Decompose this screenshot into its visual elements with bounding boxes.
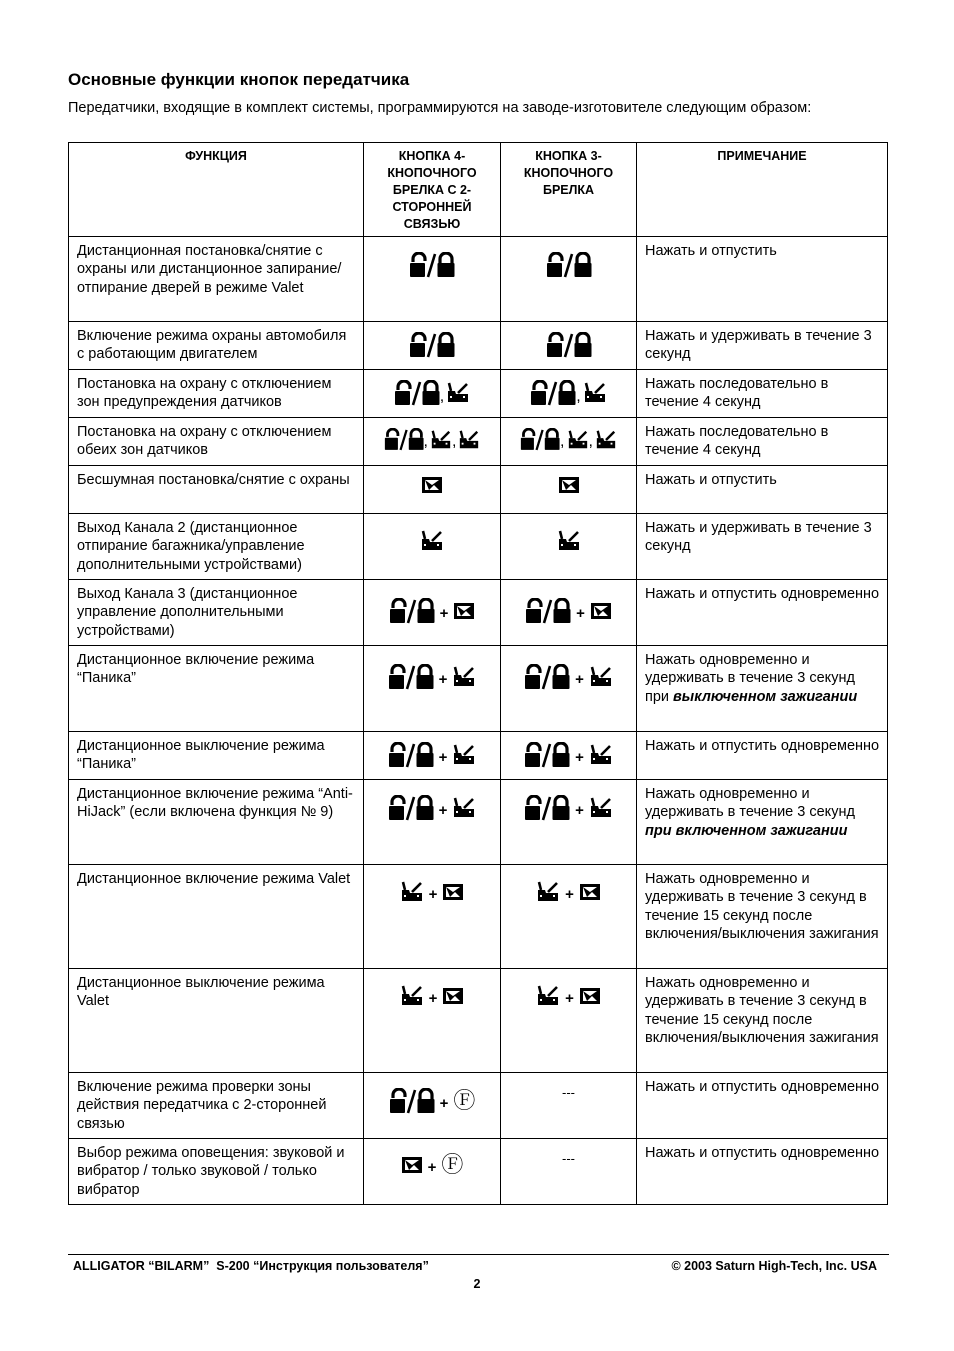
row-function: Выход Канала 2 (дистанционное отпирание багажника/управление дополнительными устройствами) [69,514,364,580]
lock-unlock-icon [524,742,570,768]
trunk-icon [452,743,476,767]
row-note: Нажать последовательно в течение 4 секунд [637,370,888,418]
lock-unlock-icon [524,795,570,821]
note-text: Нажать одновременно и удерживать в течение 3 секунд при [645,652,855,705]
row-btn4 [364,466,501,514]
header-btn3: КНОПКА 3-КНОПОЧНОГО БРЕЛКА [501,143,637,237]
table-row [69,865,888,969]
row-function: Бесшумная постановка/снятие с охраны [69,466,364,514]
comma-separator: , [439,388,445,405]
footer-rule [68,1254,889,1255]
row-btn3 [501,580,637,646]
row-function: Выбор режима оповещения: звуковой и вибратор / только звуковой / только вибратор [69,1139,364,1205]
row-btn4 [364,322,501,370]
button-functions-table [68,142,888,1205]
header-btn4: КНОПКА 4-КНОПОЧНОГО БРЕЛКА С 2-СТОРОННЕЙ СВЯЗЬЮ [364,143,501,237]
row-btn4 [364,580,501,646]
footer-left: ALLIGATOR “BILARM” S-200 “Инструкция пользователя” [73,1259,429,1273]
comma-separator: , [588,433,593,450]
table-row [69,646,888,732]
row-function: Включение режима проверки зоны действия передатчика с 2-сторонней связью [69,1073,364,1139]
row-function: Постановка на охрану с отключением обеих зон датчиков [69,418,364,466]
silent-button-icon [590,602,612,620]
table-row [69,969,888,1073]
table-row [69,1073,888,1139]
row-note: Нажать и отпустить одновременно [637,732,888,780]
trunk-icon [583,381,607,405]
plus-sign: + [439,1094,449,1112]
lock-unlock-icon [525,598,571,624]
plus-sign: + [438,748,448,766]
trunk-icon [536,984,560,1008]
row-btn4 [364,865,501,969]
silent-button-icon [453,602,475,620]
plus-sign: + [439,604,449,622]
table-row [69,237,888,322]
note-emphasis: при включенном зажигании [645,822,848,839]
lock-unlock-icon [389,598,435,624]
header-function: ФУНКЦИЯ [69,143,364,237]
lock-unlock-icon [520,428,560,451]
footer-right: © 2003 Saturn High-Tech, Inc. USA [671,1259,877,1273]
row-btn3 [501,370,637,418]
silent-button-icon [442,883,464,901]
row-note: Нажать и отпустить [637,237,888,322]
row-note: Нажать и удерживать в течение 3 секунд [637,322,888,370]
trunk-icon [536,880,560,904]
row-note: Нажать одновременно и удерживать в течение 3 секунд в течение 15 секунд после включения/выключения зажигания [637,865,888,969]
lock-unlock-icon [530,380,576,406]
comma-separator: , [452,433,457,450]
plus-sign: + [575,670,584,688]
note-emphasis: выключенном зажигании [673,688,858,705]
lock-unlock-icon [384,428,424,451]
trunk-icon [430,429,452,451]
plus-sign: + [438,801,448,819]
row-btn3 [501,237,637,322]
silent-button-icon [558,476,580,494]
trunk-icon [452,665,476,689]
row-function: Дистанционное выключение режима “Паника” [69,732,364,780]
silent-button-icon [442,987,464,1005]
row-function: Дистанционное включение режима Valet [69,865,364,969]
row-btn4 [364,1073,501,1139]
silent-button-icon [401,1156,423,1174]
lock-unlock-icon [394,380,440,406]
row-btn3 [501,466,637,514]
row-btn3 [501,322,637,370]
row-note: Нажать одновременно и удерживать в течение 3 секунд в течение 15 секунд после включения/выключения зажигания [637,969,888,1073]
plus-sign: + [575,748,584,766]
row-note: Нажать и отпустить одновременно [637,1139,888,1205]
row-btn4 [364,732,501,780]
lock-unlock-icon [388,795,434,821]
trunk-icon [400,880,424,904]
page-number: 2 [473,1277,481,1291]
row-note: Нажать последовательно в течение 4 секунд [637,418,888,466]
table-row [69,780,888,865]
row-btn3 [501,865,637,969]
trunk-icon [557,529,581,553]
trunk-icon [458,429,480,451]
table-row [69,1139,888,1205]
silent-button-icon [421,476,443,494]
page-heading: Основные функции кнопок передатчика [68,70,410,89]
lock-unlock-icon [524,664,570,690]
trunk-icon [589,796,613,820]
row-btn3 [501,780,637,865]
row-note: Нажать и отпустить одновременно [637,1073,888,1139]
table-row [69,466,888,514]
row-function: Дистанционное включение режима “Anti-HiJack” (если включена функция № 9) [69,780,364,865]
trunk-icon [420,529,444,553]
plus-sign: + [428,989,438,1007]
table-row [69,322,888,370]
lock-unlock-icon [388,742,434,768]
trunk-icon [595,429,617,451]
row-note [637,646,888,732]
table-row [69,580,888,646]
comma-separator: , [576,388,581,405]
row-btn3: --- [501,1139,637,1205]
row-function: Включение режима охраны автомобиля с работающим двигателем [69,322,364,370]
table-row [69,732,888,780]
row-btn3 [501,646,637,732]
row-btn3 [501,732,637,780]
comma-separator: , [423,433,428,450]
row-btn4 [364,514,501,580]
plus-sign: + [565,989,574,1007]
header-note: ПРИМЕЧАНИЕ [637,143,888,237]
table-row [69,370,888,418]
plus-sign: + [575,801,584,819]
trunk-icon [567,429,589,451]
f-button-icon: Ⓕ [441,1152,464,1177]
row-function: Дистанционное выключение режима Valet [69,969,364,1073]
f-button-icon: Ⓕ [453,1088,476,1113]
lock-unlock-icon [388,664,434,690]
lock-unlock-icon [389,1088,435,1114]
plus-sign: + [565,885,574,903]
comma-separator: , [560,433,565,450]
row-note: Нажать и удерживать в течение 3 секунд [637,514,888,580]
row-btn4 [364,237,501,322]
trunk-icon [400,984,424,1008]
row-btn3: --- [501,1073,637,1139]
trunk-icon [589,665,613,689]
lock-unlock-icon [409,332,455,358]
row-function: Постановка на охрану с отключением зон предупреждения датчиков [69,370,364,418]
trunk-icon [446,381,470,405]
plus-sign: + [576,604,585,622]
table-row [69,418,888,466]
lock-unlock-icon [546,252,592,278]
trunk-icon [589,743,613,767]
plus-sign: + [428,885,438,903]
row-function: Дистанционная постановка/снятие с охраны или дистанционное запирание/отпирание дверей в режиме Valet [69,237,364,322]
row-btn3 [501,514,637,580]
row-btn3 [501,418,637,466]
lock-unlock-icon [409,252,455,278]
row-function: Выход Канала 3 (дистанционное управление дополнительными устройствами) [69,580,364,646]
table-row [69,514,888,580]
row-btn3 [501,969,637,1073]
silent-button-icon [579,883,601,901]
row-note: Нажать и отпустить одновременно [637,580,888,646]
row-btn4 [364,418,501,466]
table-header-row [69,143,888,237]
row-btn4 [364,780,501,865]
row-note: Нажать и отпустить [637,466,888,514]
plus-sign: + [427,1158,437,1176]
intro-paragraph: Передатчики, входящие в комплект системы, программируются на заводе-изготовителе следующим образом: [68,100,812,116]
silent-button-icon [579,987,601,1005]
row-btn4 [364,646,501,732]
row-note [637,780,888,865]
row-btn4 [364,370,501,418]
plus-sign: + [438,670,448,688]
row-btn4 [364,1139,501,1205]
lock-unlock-icon [546,332,592,358]
row-function: Дистанционное включение режима “Паника” [69,646,364,732]
note-text: Нажать одновременно и удерживать в течение 3 секунд [645,786,855,821]
trunk-icon [452,796,476,820]
row-btn4 [364,969,501,1073]
